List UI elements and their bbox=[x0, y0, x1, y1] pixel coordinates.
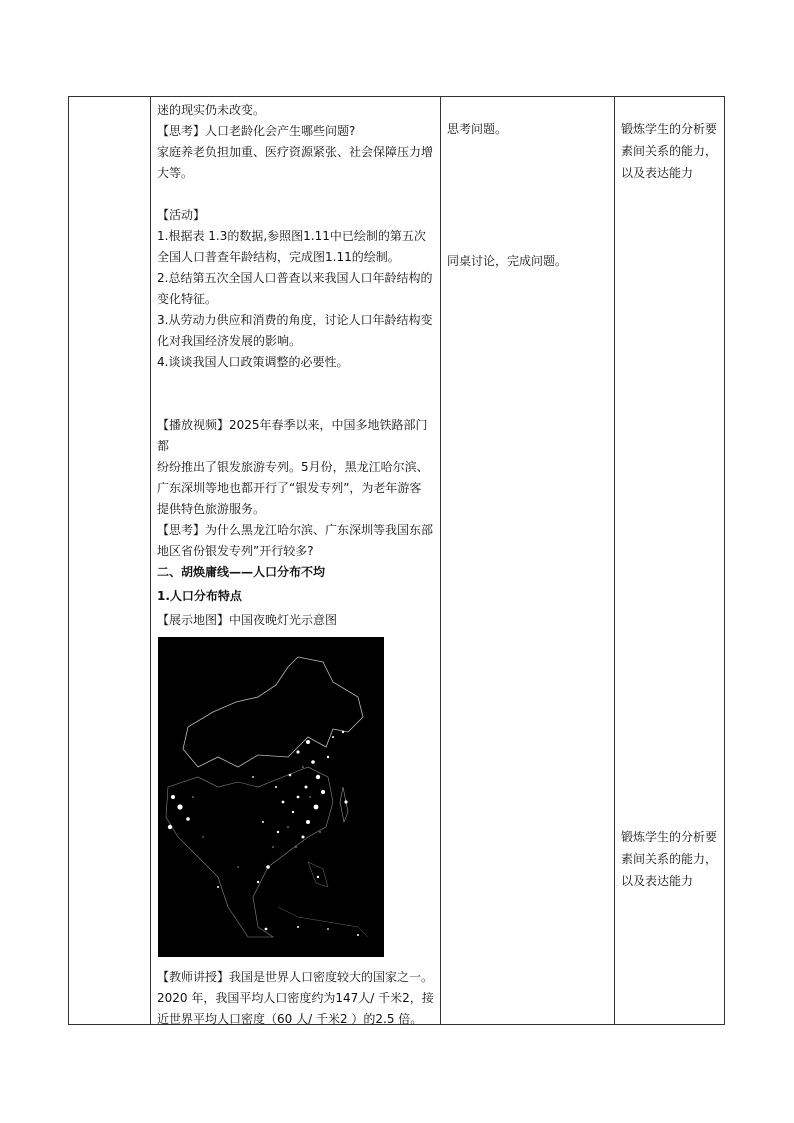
lesson-table bbox=[68, 96, 725, 1025]
text-line: 广东深圳等地也都开行了“银发专列”，为老年游客 bbox=[157, 481, 422, 495]
text-line: 近世界平均人口密度（60 人/ 千米2 ）的2.5 倍。 bbox=[157, 1012, 423, 1026]
china-night-lights-map bbox=[158, 637, 384, 957]
text-line: 【思考】人口老龄化会产生哪些问题? bbox=[157, 124, 356, 138]
text-line: 全国人口普查年龄结构，完成图1.11的绘制。 bbox=[157, 250, 400, 264]
student-activity-text: 思考问题。 bbox=[447, 122, 508, 136]
design-intent-column bbox=[615, 97, 725, 1024]
teacher-activity-column bbox=[151, 97, 441, 1024]
student-activity-text: 同桌讨论，完成问题。 bbox=[447, 254, 568, 268]
student-activity-column bbox=[441, 97, 615, 1024]
intent-text: 锻炼学生的分析要 bbox=[621, 122, 718, 136]
text-line: 家庭养老负担加重、医疗资源紧张、社会保障压力增 bbox=[157, 145, 434, 159]
text-line: 2020 年，我国平均人口密度约为147人/ 千米2，接 bbox=[157, 991, 434, 1005]
intent-text: 以及表达能力 bbox=[621, 166, 694, 180]
intent-text: 素间关系的能力， bbox=[621, 852, 718, 866]
text-line: 【活动】 bbox=[157, 208, 206, 222]
text-line: 3.从劳动力供应和消费的角度，讨论人口年龄结构变 bbox=[157, 313, 433, 327]
text-line: 1.根据表 1.3的数据,参照图1.11中已绘制的第五次 bbox=[157, 229, 426, 243]
intent-text: 锻炼学生的分析要 bbox=[621, 830, 718, 844]
text-line: 化对我国经济发展的影响。 bbox=[157, 334, 302, 348]
intent-text: 以及表达能力 bbox=[621, 874, 694, 888]
intent-text: 素间关系的能力， bbox=[621, 144, 718, 158]
text-line: 【展示地图】中国夜晚灯光示意图 bbox=[157, 613, 338, 627]
text-line: 4.谈谈我国人口政策调整的必要性。 bbox=[157, 355, 349, 369]
text-line: 纷纷推出了银发旅游专列。5月份，黑龙江哈尔滨、 bbox=[157, 460, 429, 474]
section-heading: 二、胡焕庸线——人口分布不均 bbox=[157, 565, 326, 579]
text-line: 大等。 bbox=[157, 166, 194, 180]
subsection-heading: 1.人口分布特点 bbox=[157, 589, 242, 603]
text-line: 【思考】为什么黑龙江哈尔滨、广东深圳等我国东部 bbox=[157, 523, 434, 537]
text-line: 【播放视频】2025年春季以来，中国多地铁路部门都 bbox=[157, 418, 428, 453]
text-line: 【教师讲授】我国是世界人口密度较大的国家之一。 bbox=[157, 970, 434, 984]
text-line: 2.总结第五次全国人口普查以来我国人口年龄结构的 bbox=[157, 271, 433, 285]
text-line: 变化特征。 bbox=[157, 292, 218, 306]
text-line: 提供特色旅游服务。 bbox=[157, 502, 266, 516]
text-line: 迷的现实仍未改变。 bbox=[157, 103, 266, 117]
text-line: 地区省份银发专列”开行较多? bbox=[157, 544, 314, 558]
